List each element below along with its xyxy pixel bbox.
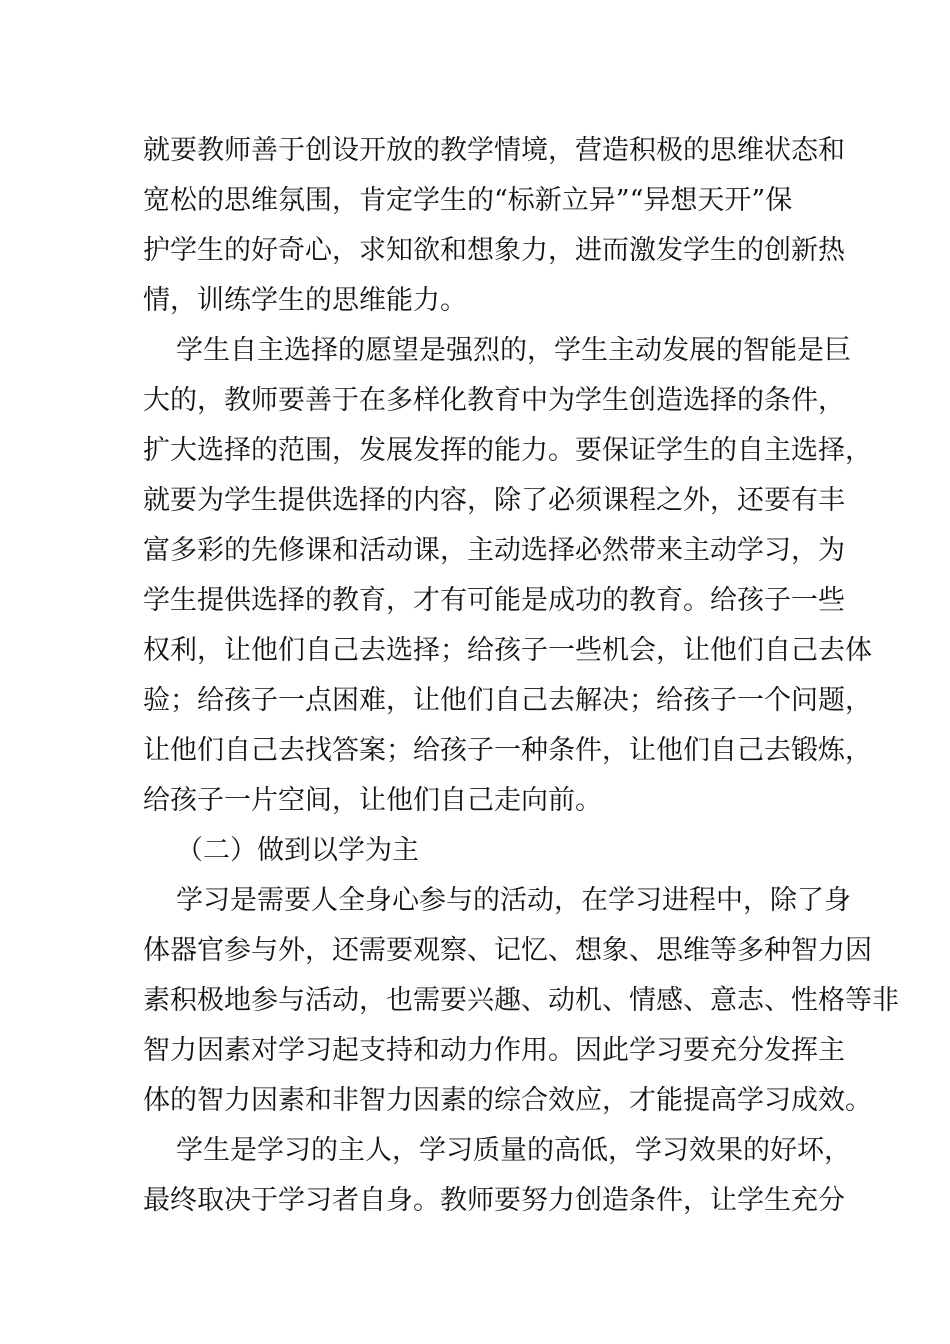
paragraph-line: 扩大选择的范围，发展发挥的能力。要保证学生的自主选择， — [143, 435, 872, 466]
paragraph-line: 学生是学习的主人，学习质量的高低，学习效果的好坏， — [176, 1135, 851, 1166]
paragraph-line: 宽松的思维氛围，肯定学生的“标新立异”“异想天开”保 — [143, 185, 793, 216]
section-heading: （二）做到以学为主 — [176, 835, 419, 866]
paragraph-line: 体器官参与外，还需要观察、记忆、想象、思维等多种智力因 — [143, 935, 872, 966]
paragraph-line: 让他们自己去找答案；给孩子一种条件，让他们自己去锻炼， — [143, 735, 872, 766]
paragraph-line: 学生提供选择的教育，才有可能是成功的教育。给孩子一些 — [143, 585, 845, 616]
paragraph-line: 学生自主选择的愿望是强烈的，学生主动发展的智能是巨 — [176, 335, 851, 366]
document-body — [143, 126, 899, 1226]
paragraph-line: 智力因素对学习起支持和动力作用。因此学习要充分发挥主 — [143, 1035, 845, 1066]
paragraph-line: 素积极地参与活动，也需要兴趣、动机、情感、意志、性格等非 — [143, 985, 899, 1016]
paragraph-line: 就要教师善于创设开放的教学情境，营造积极的思维状态和 — [143, 135, 845, 166]
paragraph-line: 富多彩的先修课和活动课，主动选择必然带来主动学习，为 — [143, 535, 845, 566]
paragraph-line: 护学生的好奇心，求知欲和想象力，进而激发学生的创新热 — [143, 235, 845, 266]
paragraph-line: 就要为学生提供选择的内容，除了必须课程之外，还要有丰 — [143, 485, 845, 516]
paragraph-line: 情，训练学生的思维能力。 — [143, 285, 467, 316]
paragraph-line: 大的，教师要善于在多样化教育中为学生创造选择的条件， — [143, 385, 845, 416]
paragraph-line: 给孩子一片空间，让他们自己走向前。 — [143, 785, 602, 816]
paragraph-line: 验；给孩子一点困难，让他们自己去解决；给孩子一个问题， — [143, 685, 872, 716]
paragraph-line: 体的智力因素和非智力因素的综合效应，才能提高学习成效。 — [143, 1085, 872, 1116]
paragraph-line: 权利，让他们自己去选择；给孩子一些机会，让他们自己去体 — [143, 635, 872, 666]
paragraph-line: 学习是需要人全身心参与的活动，在学习进程中，除了身 — [176, 885, 851, 916]
paragraph-line: 最终取决于学习者自身。教师要努力创造条件，让学生充分 — [143, 1185, 845, 1216]
